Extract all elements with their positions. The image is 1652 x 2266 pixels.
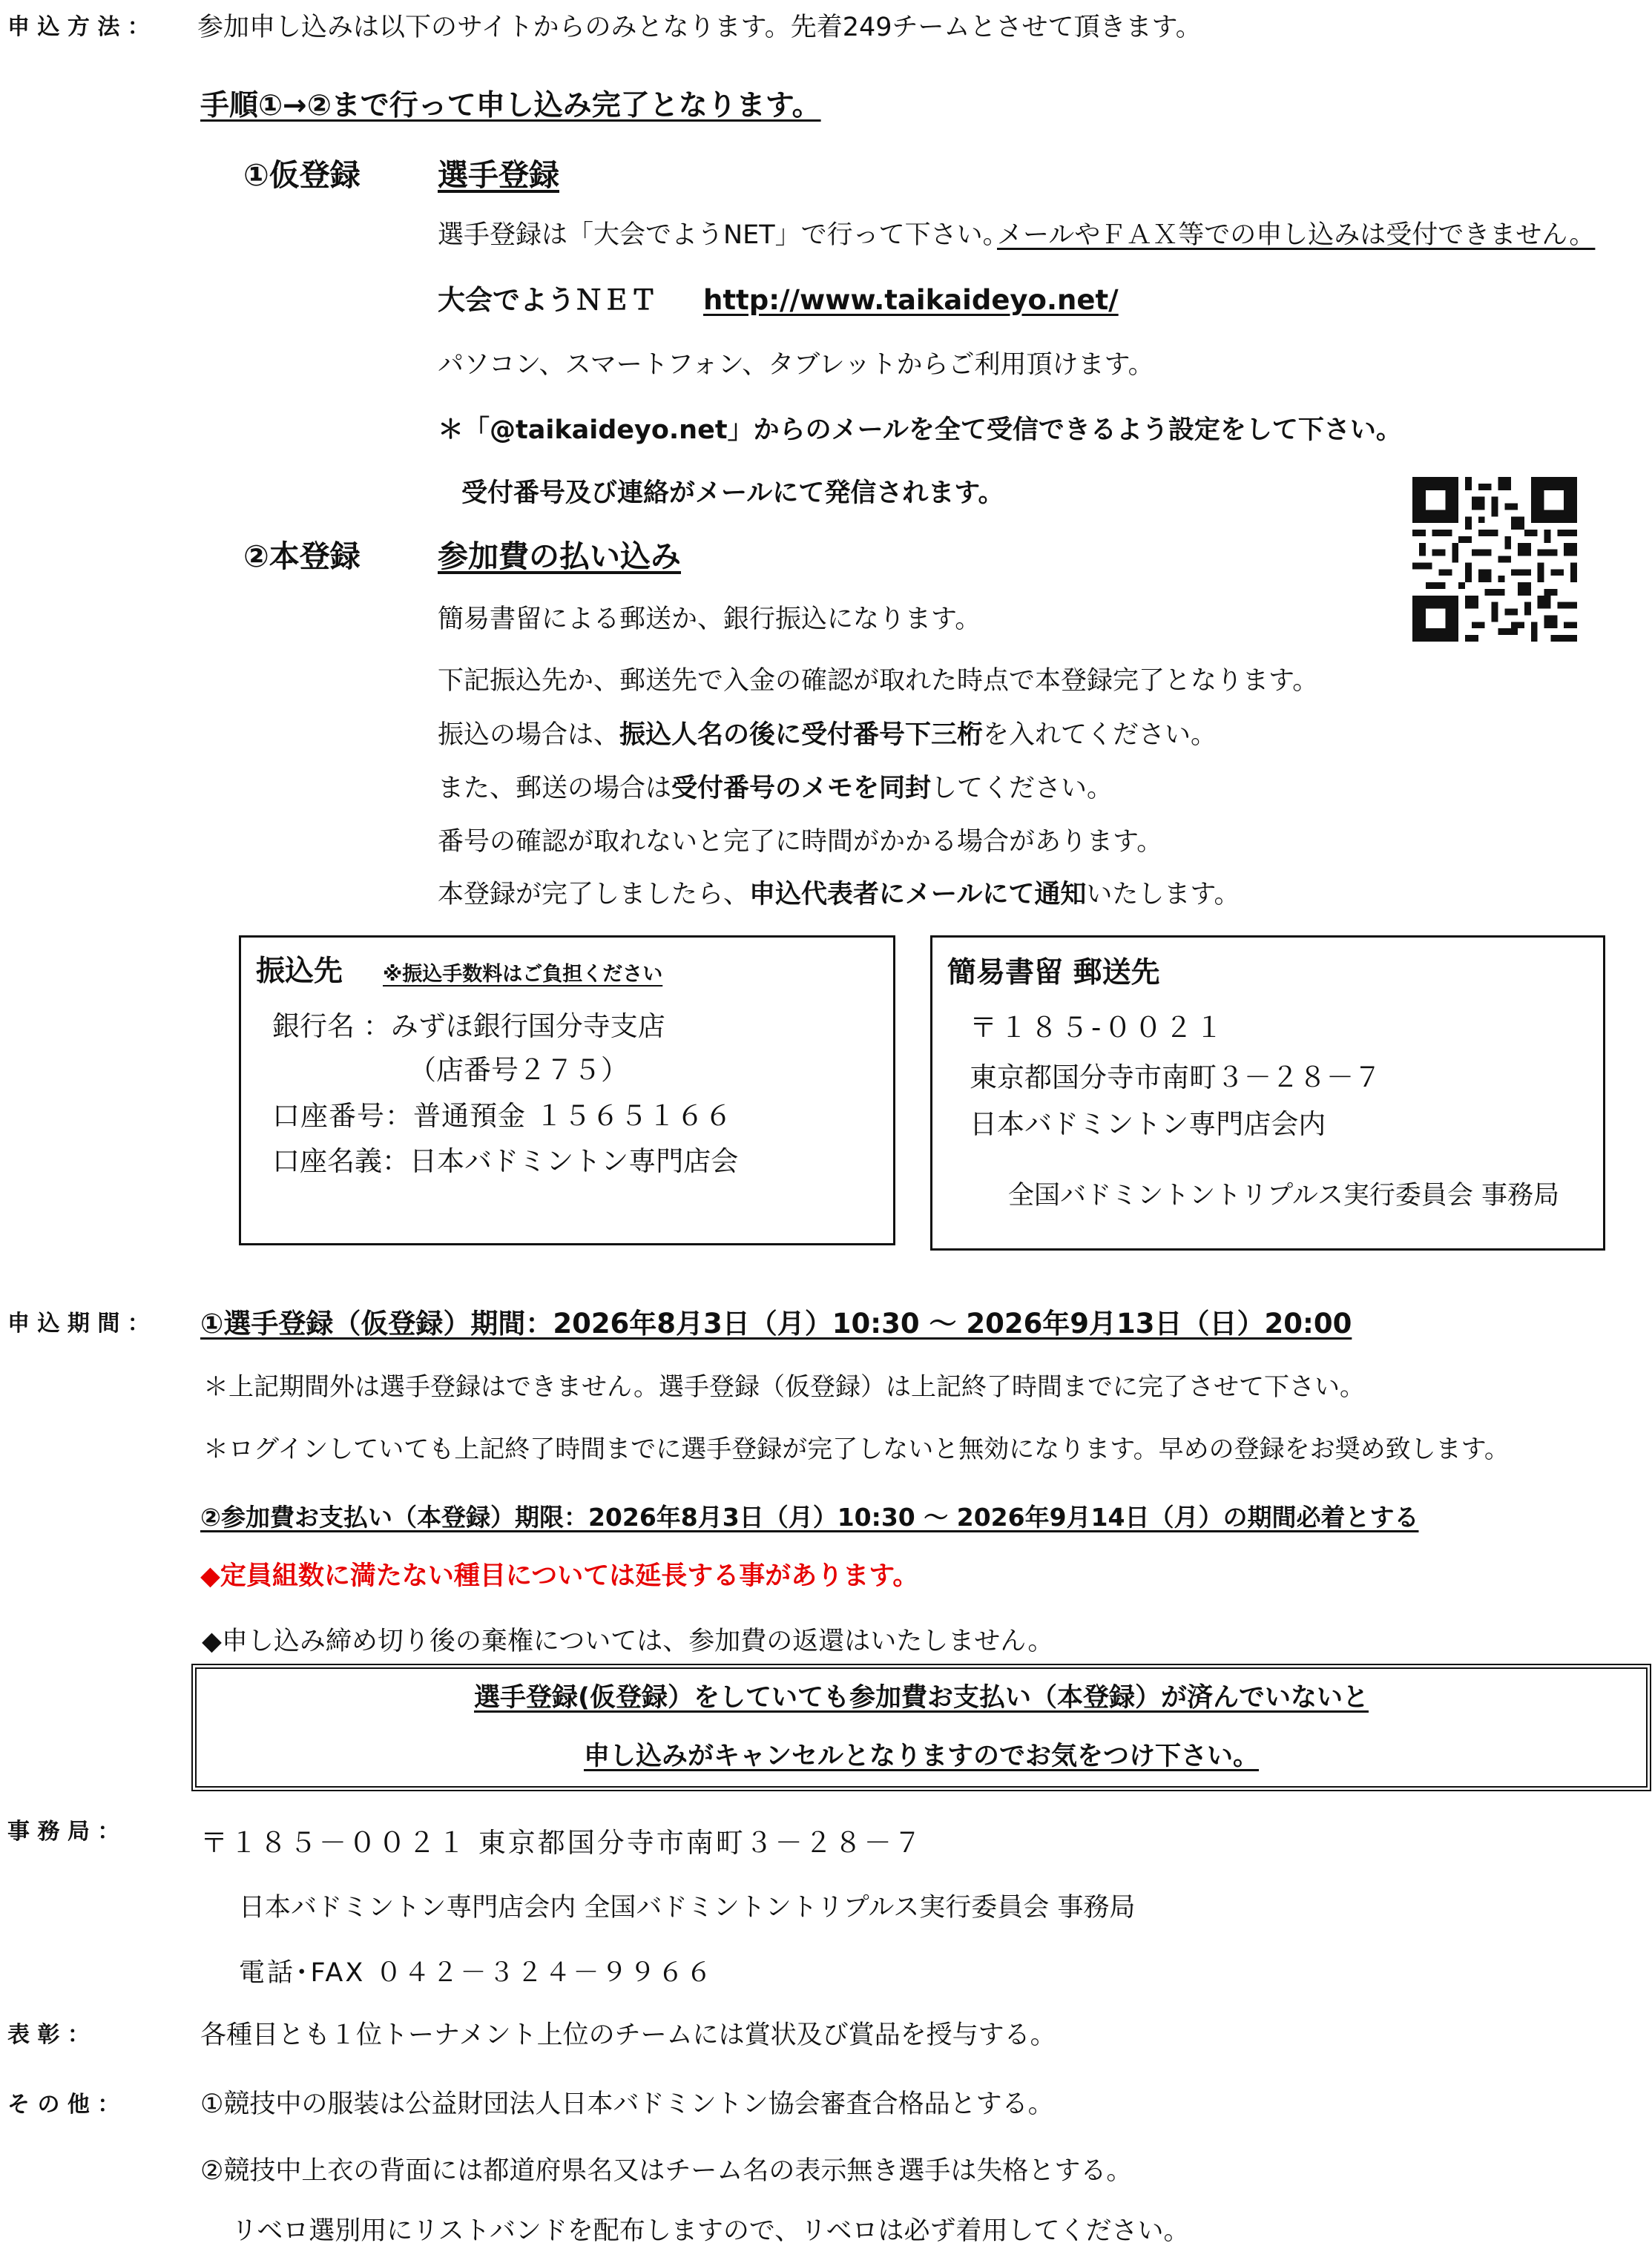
period-red-note: ◆定員組数に満たない種目については延長する事があります。: [200, 1561, 919, 1591]
other-line1: ①競技中の服装は公益財団法人日本バドミントン協会審査合格品とする。: [200, 2089, 1054, 2119]
step2-title: 参加費の払い込み: [438, 538, 681, 574]
step2-line5: 番号の確認が取れないと完了に時間がかかる場合があります。: [438, 827, 1163, 857]
other-line3: リベロ選別用にリストバンドを配布しますので、リベロは必ず着用してください。: [231, 2216, 1190, 2246]
office-line1: 〒１８５－００２１ 東京都国分寺市南町３－２８－７: [200, 1827, 924, 1859]
mail-note: ＊「@taikaideyo.net」からのメールを全て受信できるよう設定をして下さい。: [438, 415, 1402, 445]
site-url-link[interactable]: http://www.taikaideyo.net/: [703, 284, 1119, 316]
mail-building: 日本バドミントン専門店会内: [970, 1108, 1326, 1140]
step1-number: ①仮登録: [243, 157, 361, 193]
section-label-office: 事 務 局 ：: [7, 1819, 120, 1845]
other-line2: ②競技中上衣の背面には都道府県名又はチーム名の表示無き選手は失格とする。: [200, 2156, 1133, 2186]
account-number: 口座番号：普通預金 １５６５１６６: [272, 1100, 733, 1132]
step1-line1a: 選手登録は「大会でようNET」で行って下さい。: [438, 220, 1009, 250]
bank-branch: （店番号２７５）: [409, 1054, 628, 1086]
step2-line4c: してください。: [931, 774, 1113, 803]
period-line1: ①選手登録（仮登録）期間：2026年8月3日（月）10:30 ～ 2026年9月13日（日）20:00: [200, 1308, 1352, 1340]
account-name: 口座名義：日本バドミントン専門店会: [272, 1145, 739, 1177]
step2-line1: 簡易書留による郵送か、銀行振込になります。: [438, 605, 981, 634]
step2-line6c: いたします。: [1086, 880, 1240, 909]
step2-line3a: 振込の場合は、: [438, 720, 620, 750]
mail-note-2: 受付番号及び連絡がメールにて発信されます。: [461, 478, 1004, 508]
bank-box-title: 振込先: [256, 955, 343, 988]
warning-line2: 申し込みがキャンセルとなりますのでお気をつけ下さい。: [583, 1742, 1259, 1771]
site-name: 大会でようＮＥＴ: [438, 284, 657, 316]
mail-address: 東京都国分寺市南町３－２８－７: [970, 1061, 1381, 1093]
section-label-award: 表 彰 ：: [7, 2022, 90, 2048]
period-note1: ＊上記期間外は選手登録はできません。選手登録（仮登録）は上記終了時間までに完了させて下さい。: [203, 1372, 1366, 1402]
bank-transfer-box: [239, 935, 895, 1245]
step2-line6: [438, 882, 1240, 908]
step2-line4a: また、郵送の場合は: [438, 774, 672, 803]
mail-box-title: 簡易書留 郵送先: [947, 956, 1160, 989]
step2-line3b: 振込人名の後に受付番号下三桁: [619, 720, 984, 750]
section-label-period: 申 込 期 間 ：: [7, 1311, 150, 1337]
devices-text: パソコン、スマートフォン、タブレットからご利用頂けます。: [438, 350, 1154, 380]
qr-code-icon: [1412, 477, 1577, 642]
period-line2: ②参加費お支払い（本登録）期限：2026年8月3日（月）10:30 ～ 2026年9月14日（月）の期間必着とする: [200, 1503, 1419, 1532]
bank-name: 銀行名 ：みずほ銀行国分寺支店: [272, 1010, 665, 1042]
step2-line4b: 受付番号のメモを同封: [671, 774, 932, 803]
step2-line2: 下記振込先か、郵送先で入金の確認が取れた時点で本登録完了となります。: [438, 666, 1319, 696]
warning-line1: 選手登録(仮登録）をしていても参加費お支払い（本登録）が済んでいないと: [474, 1683, 1369, 1713]
period-note2: ＊ログインしていても上記終了時間までに選手登録が完了しないと無効になります。早めの登録をお奨め致します。: [203, 1435, 1510, 1464]
step2-line4: [438, 776, 1113, 802]
office-line3: 電話･FAX ０４２－３２４－９９６６: [239, 1958, 714, 1988]
method-text: 参加申し込みは以下のサイトからのみとなります。先着249チームとさせて頂きます。: [197, 13, 1202, 42]
step2-line6a: 本登録が完了しましたら、: [438, 880, 750, 909]
bank-box-note: ※振込手数料はご負担ください: [383, 963, 663, 986]
step2-line3c: を入れてください。: [983, 720, 1217, 750]
cancellation-warning-box: [191, 1664, 1651, 1791]
mail-recipient: 全国バドミントントリプルス実行委員会 事務局: [1008, 1181, 1559, 1211]
step1-title: 選手登録: [438, 157, 559, 193]
steps-heading: 手順①→②まで行って申し込み完了となります。: [200, 89, 821, 122]
step2-number: ②本登録: [243, 538, 361, 574]
period-refund-note: ◆申し込み締め切り後の棄権については、参加費の返還はいたしません。: [202, 1627, 1054, 1656]
registered-mail-box: [930, 935, 1605, 1251]
section-label-other: そ の 他 ：: [7, 2092, 120, 2118]
award-text: 各種目とも１位トーナメント上位のチームには賞状及び賞品を授与する。: [200, 2020, 1056, 2050]
step2-line3: [438, 722, 1217, 748]
mail-zip: 〒１８５-００２１: [970, 1012, 1226, 1044]
step1-line1b: メールやＦＡＸ等での申し込みは受付できません。: [997, 220, 1596, 250]
office-line2: 日本バドミントン専門店会内 全国バドミントントリプルス実行委員会 事務局: [239, 1893, 1136, 1923]
section-label-method: 申 込 方 法 ：: [7, 14, 150, 40]
step2-line6b: 申込代表者にメールにて通知: [749, 880, 1087, 909]
